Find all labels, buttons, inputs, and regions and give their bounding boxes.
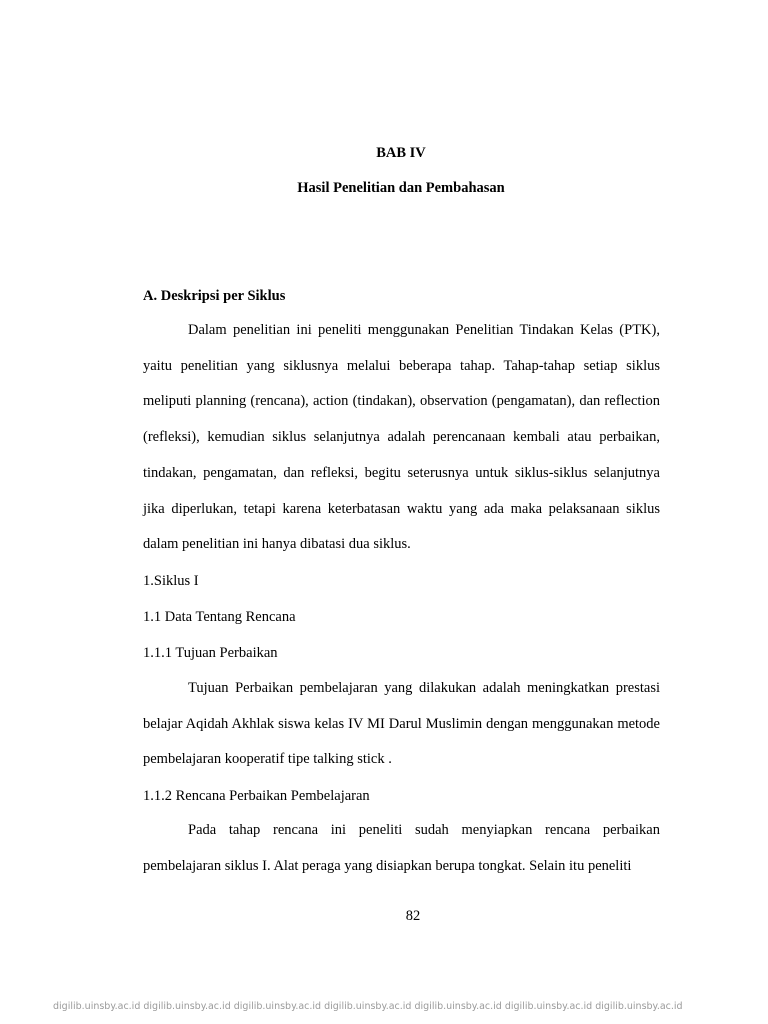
chapter-title: Hasil Penelitian dan Pembahasan (297, 180, 505, 196)
page-number: 82 (405, 908, 421, 924)
section-a-heading: A. Deskripsi per Siklus (143, 288, 286, 304)
section-a-paragraph: Dalam penelitian ini peneliti menggunakan Penelitian Tindakan Kelas (PTK), yaitu penelitian yang siklusnya melalui beberapa tahap. Tahap-tahap setiap siklus meliputi planning (rencana), action (tindakan), observation (pengamatan), dan reflection (refleksi), kemudian siklus selanjutnya adalah perencanaan kembali atau perbaikan, tindakan, pengamatan, dan refleksi, begitu seterusnya untuk siklus-siklus selanjutnya jika diperlukan, tetapi karena keterbatasan waktu yang ada maka pelaksanaan siklus dalam penelitian ini hanya dibatasi dua siklus. (143, 322, 660, 553)
subsection-1-1-1-heading: 1.1.1 Tujuan Perbaikan (143, 645, 278, 661)
subsection-1-1-2-heading: 1.1.2 Rencana Perbaikan Pembelajaran (143, 788, 370, 804)
footer-watermark: digilib.uinsby.ac.id digilib.uinsby.ac.id digilib.uinsby.ac.id digilib.uinsby.ac.id digilib.uinsby.ac.id digilib.uinsby.ac.id digilib.uinsby.ac.id (53, 1001, 683, 1012)
rencana-paragraph: Pada tahap rencana ini peneliti sudah menyiapkan rencana perbaikan pembelajaran siklus I. Alat peraga yang disiapkan berupa tongkat. Selain itu peneliti (143, 822, 660, 874)
subsection-1-1-heading: 1.1 Data Tentang Rencana (143, 609, 296, 625)
tujuan-paragraph: Tujuan Perbaikan pembelajaran yang dilakukan adalah meningkatkan prestasi belajar Aqidah Akhlak siswa kelas IV MI Darul Muslimin dengan menggunakan metode pembelajaran kooperatif tipe talking stick . (143, 680, 660, 768)
siklus-1-heading: 1.Siklus I (143, 573, 199, 589)
chapter-number: BAB IV (376, 145, 426, 161)
